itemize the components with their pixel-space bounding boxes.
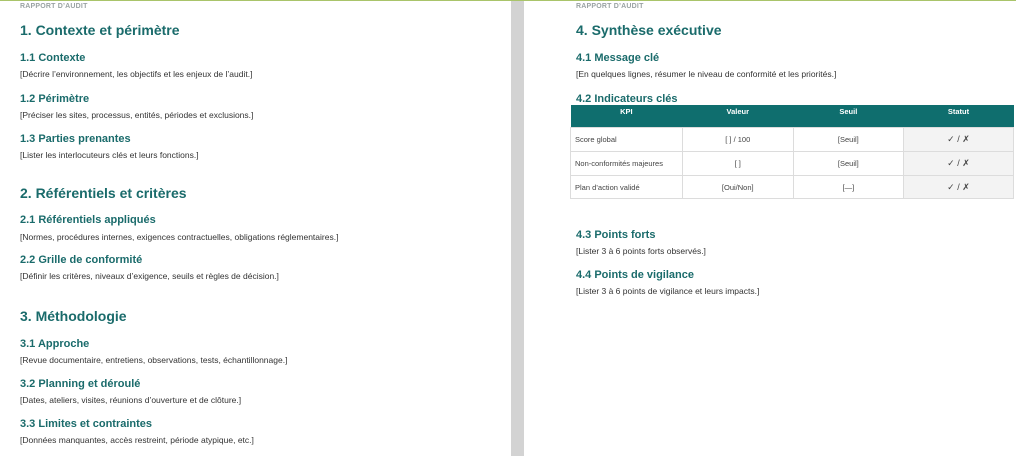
kpi-cell: Non-conformités majeures [571, 152, 683, 176]
kpi-header-statut: Statut [903, 105, 1013, 128]
subsection-text: [Dates, ateliers, visites, réunions d’ouverture et de clôture.] [20, 395, 242, 405]
subsection-text: [Lister 3 à 6 points de vigilance et leurs impacts.] [576, 286, 760, 296]
status-cell: ✓ / ✗ [903, 128, 1013, 152]
value-cell: [ ] [682, 152, 793, 176]
page-gutter [511, 1, 524, 456]
subsection-text: [Données manquantes, accès restreint, période atypique, etc.] [20, 435, 254, 445]
kpi-header-valeur: Valeur [682, 105, 793, 128]
section-title: 3. Méthodologie [20, 308, 127, 324]
section-title: 4. Synthèse exécutive [576, 22, 722, 38]
value-cell: [ ] / 100 [682, 128, 793, 152]
kpi-header-kpi: KPI [571, 105, 683, 128]
section-title: 2. Référentiels et critères [20, 185, 187, 201]
subsection-text: [Définir les critères, niveaux d’exigence, seuils et règles de décision.] [20, 271, 279, 281]
subsection-title: 2.2 Grille de conformité [20, 254, 143, 266]
subsection-title: 1.1 Contexte [20, 52, 86, 64]
subsection-text: [Lister les interlocuteurs clés et leurs fonctions.] [20, 150, 199, 160]
page-right [524, 1, 1016, 456]
threshold-cell: [—] [793, 176, 903, 199]
subsection-text: [Revue documentaire, entretiens, observations, tests, échantillonnage.] [20, 355, 288, 365]
subsection-text: [Lister 3 à 6 points forts observés.] [576, 246, 706, 256]
subsection-title: 4.1 Message clé [576, 52, 660, 64]
subsection-title: 4.2 Indicateurs clés [576, 93, 678, 105]
page-header-label: RAPPORT D’AUDIT [20, 3, 88, 10]
subsection-title: 3.1 Approche [20, 338, 90, 350]
table-row [571, 152, 1014, 176]
kpi-cell: Plan d’action validé [571, 176, 683, 199]
subsection-title: 1.2 Périmètre [20, 93, 90, 105]
page-header-label: RAPPORT D’AUDIT [576, 3, 644, 10]
subsection-text: [Décrire l’environnement, les objectifs et les enjeux de l’audit.] [20, 69, 253, 79]
subsection-text: [Normes, procédures internes, exigences contractuelles, obligations réglementaires.] [20, 232, 339, 242]
subsection-title: 4.3 Points forts [576, 229, 656, 241]
kpi-table [570, 105, 1014, 199]
threshold-cell: [Seuil] [793, 152, 903, 176]
kpi-header-seuil: Seuil [793, 105, 903, 128]
table-row [571, 176, 1014, 199]
status-cell: ✓ / ✗ [903, 152, 1013, 176]
kpi-cell: Score global [571, 128, 683, 152]
subsection-title: 4.4 Points de vigilance [576, 269, 694, 281]
status-cell: ✓ / ✗ [903, 176, 1013, 199]
threshold-cell: [Seuil] [793, 128, 903, 152]
subsection-title: 3.3 Limites et contraintes [20, 418, 153, 430]
section-title: 1. Contexte et périmètre [20, 22, 180, 38]
subsection-title: 3.2 Planning et déroulé [20, 378, 141, 390]
table-row [571, 128, 1014, 152]
subsection-text: [En quelques lignes, résumer le niveau de conformité et les priorités.] [576, 69, 837, 79]
value-cell: [Oui/Non] [682, 176, 793, 199]
subsection-title: 2.1 Référentiels appliqués [20, 214, 156, 226]
subsection-title: 1.3 Parties prenantes [20, 133, 131, 145]
subsection-text: [Préciser les sites, processus, entités, périodes et exclusions.] [20, 110, 254, 120]
kpi-table-header-row [571, 105, 1014, 128]
page-left [0, 1, 511, 456]
